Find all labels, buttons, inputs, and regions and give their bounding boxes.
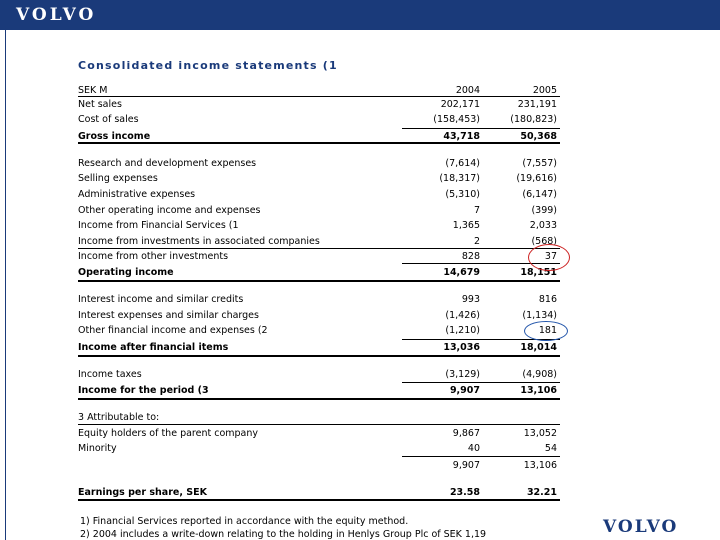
value-2004: 1,365 [452,220,480,231]
table-rule [78,424,560,425]
value-2005: 2005 [532,85,557,96]
table-rule [402,456,560,457]
table-rule [78,499,560,501]
value-2004: 9,867 [452,428,480,439]
row-label: Gross income [78,131,151,142]
header-bar [0,0,720,30]
value-2004: (158,453) [433,114,480,125]
value-2005: (4,908) [522,369,557,380]
value-2005: (19,616) [516,173,557,184]
value-2005: (399) [531,205,557,216]
row-label: Research and development expenses [78,158,257,169]
row-label: Income from investments in associated companies [78,236,320,247]
row-label: Minority [78,443,117,454]
volvo-logo-bottom: VOLVO [603,517,679,537]
row-label: 3 Attributable to: [78,412,160,423]
footnote-1: 1) Financial Services reported in accordance with the equity method. [80,516,409,527]
table-row [78,205,560,221]
value-2005: (1,134) [522,310,557,321]
row-label: Income after financial items [78,342,229,353]
table-rule [78,96,560,97]
table-rule [78,398,560,400]
table-row [78,487,560,503]
table-row [78,460,560,476]
table-row [78,428,560,444]
table-row [78,189,560,205]
row-label: Operating income [78,267,174,278]
value-2005: 13,052 [523,428,557,439]
table-row [78,294,560,310]
row-label: Earnings per share, SEK [78,487,207,498]
row-label: Cost of sales [78,114,139,125]
table-row [78,251,560,267]
table-row [78,310,560,326]
blue-highlight-circle [524,321,568,341]
table-rule [78,280,560,282]
table-row [78,236,560,252]
table-rule [78,355,560,357]
value-2004: 2004 [455,85,480,96]
red-highlight-circle [528,244,570,271]
left-border-line [5,30,6,540]
value-2004: 202,171 [440,99,480,110]
value-2004: 43,718 [443,131,480,142]
value-2004: 14,679 [443,267,480,278]
row-label: Selling expenses [78,173,158,184]
row-label: Net sales [78,99,122,110]
value-2004: 2 [473,236,480,247]
value-2004: (5,310) [445,189,480,200]
row-label: Interest expenses and similar charges [78,310,259,321]
row-label: Administrative expenses [78,189,196,200]
value-2005: (568) [531,236,557,247]
row-label: Other financial income and expenses (2 [78,325,268,336]
table-rule [402,128,560,129]
value-2005: (7,557) [522,158,557,169]
value-2005: 32.21 [526,487,557,498]
row-label: Income taxes [78,369,142,380]
volvo-logo: VOLVO [16,5,97,25]
table-row [78,99,560,115]
row-label: Interest income and similar credits [78,294,244,305]
value-2004: 828 [461,251,480,262]
value-2005: (180,823) [510,114,557,125]
value-2004: (7,614) [445,158,480,169]
value-2004: 13,036 [443,342,480,353]
row-label: Equity holders of the parent company [78,428,259,439]
value-2005: 2,033 [529,220,557,231]
table-row [78,412,560,428]
table-row [78,220,560,236]
value-2004: 23.58 [449,487,480,498]
value-2005: 37 [544,251,557,262]
table-rule [78,142,560,144]
value-2004: (3,129) [445,369,480,380]
footnote-2: 2) 2004 includes a write-down relating to the holding in Henlys Group Plc of SEK 1,19 [80,529,487,540]
table-row [78,131,560,147]
value-2004: 9,907 [452,460,480,471]
value-2005: 13,106 [520,385,557,396]
value-2004: (1,210) [445,325,480,336]
value-2004: (18,317) [439,173,480,184]
row-label: SEK M [78,85,108,96]
table-row [78,173,560,189]
value-2005: 816 [538,294,557,305]
value-2005: 18,014 [520,342,557,353]
row-label: Income from Financial Services (1 [78,220,239,231]
page-title: Consolidated income statements (1 [78,59,338,72]
row-label: Income for the period (3 [78,385,209,396]
value-2005: 50,368 [520,131,557,142]
row-label: Income from other investments [78,251,229,262]
table-row [78,158,560,174]
value-2004: 40 [467,443,480,454]
table-rule [78,248,560,249]
value-2005: 181 [538,325,557,336]
value-2005: (6,147) [522,189,557,200]
value-2004: 9,907 [449,385,480,396]
value-2004: 7 [473,205,480,216]
value-2005: 18,151 [520,267,557,278]
table-rule [402,382,560,383]
value-2005: 231,191 [517,99,557,110]
value-2005: 13,106 [523,460,557,471]
value-2004: 993 [461,294,480,305]
value-2004: (1,426) [445,310,480,321]
row-label: Other operating income and expenses [78,205,261,216]
value-2005: 54 [544,443,557,454]
